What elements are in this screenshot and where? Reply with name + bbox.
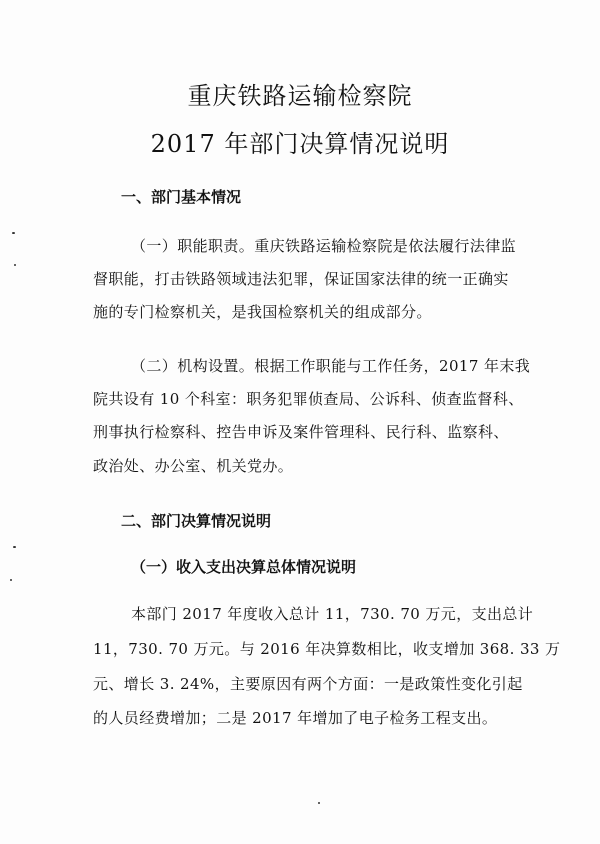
scan-speck	[14, 264, 16, 266]
scan-speck	[12, 232, 15, 234]
paragraph3-line: 本部门 2017 年度收入总计 11，730. 70 万元，支出总计	[131, 605, 534, 623]
paragraph2-line: 政治处、办公室、机关党办。	[93, 457, 294, 475]
section2-heading: 二、部门决算情况说明	[121, 512, 272, 530]
section2-subheading: （一）收入支出决算总体情况说明	[131, 558, 357, 576]
paragraph2-line: 院共设有 10 个科室：职务犯罪侦查局、公诉科、侦查监督科、	[93, 390, 524, 408]
document-title: 重庆铁路运输检察院	[187, 82, 413, 110]
section1-heading: 一、部门基本情况	[121, 188, 242, 206]
scan-speck	[10, 579, 12, 581]
paragraph1-line: （一）职能职责。重庆铁路运输检察院是依法履行法律监	[131, 237, 517, 255]
paragraph3-line: 元、增长 3. 24%，主要原因有两个方面：一是政策性变化引起	[93, 675, 523, 693]
paragraph1-line: 施的专门检察机关，是我国检察机关的组成部分。	[93, 303, 432, 321]
paragraph3-line: 的人员经费增加；二是 2017 年增加了电子检务工程支出。	[93, 709, 498, 727]
paragraph1-line: 督职能，打击铁路领域违法犯罪，保证国家法律的统一正确实	[93, 270, 509, 288]
document-subtitle: 2017 年部门决算情况说明	[150, 130, 450, 158]
scan-speck	[318, 802, 320, 804]
paragraph2-line: 刑事执行检察科、控告申诉及案件管理科、民行科、监察科、	[93, 423, 509, 441]
paragraph3-line: 11，730. 70 万元。与 2016 年决算数相比，收支增加 368. 33 万	[93, 640, 561, 658]
paragraph2-line: （二）机构设置。根据工作职能与工作任务，2017 年末我	[131, 357, 531, 375]
scan-speck	[13, 546, 16, 548]
